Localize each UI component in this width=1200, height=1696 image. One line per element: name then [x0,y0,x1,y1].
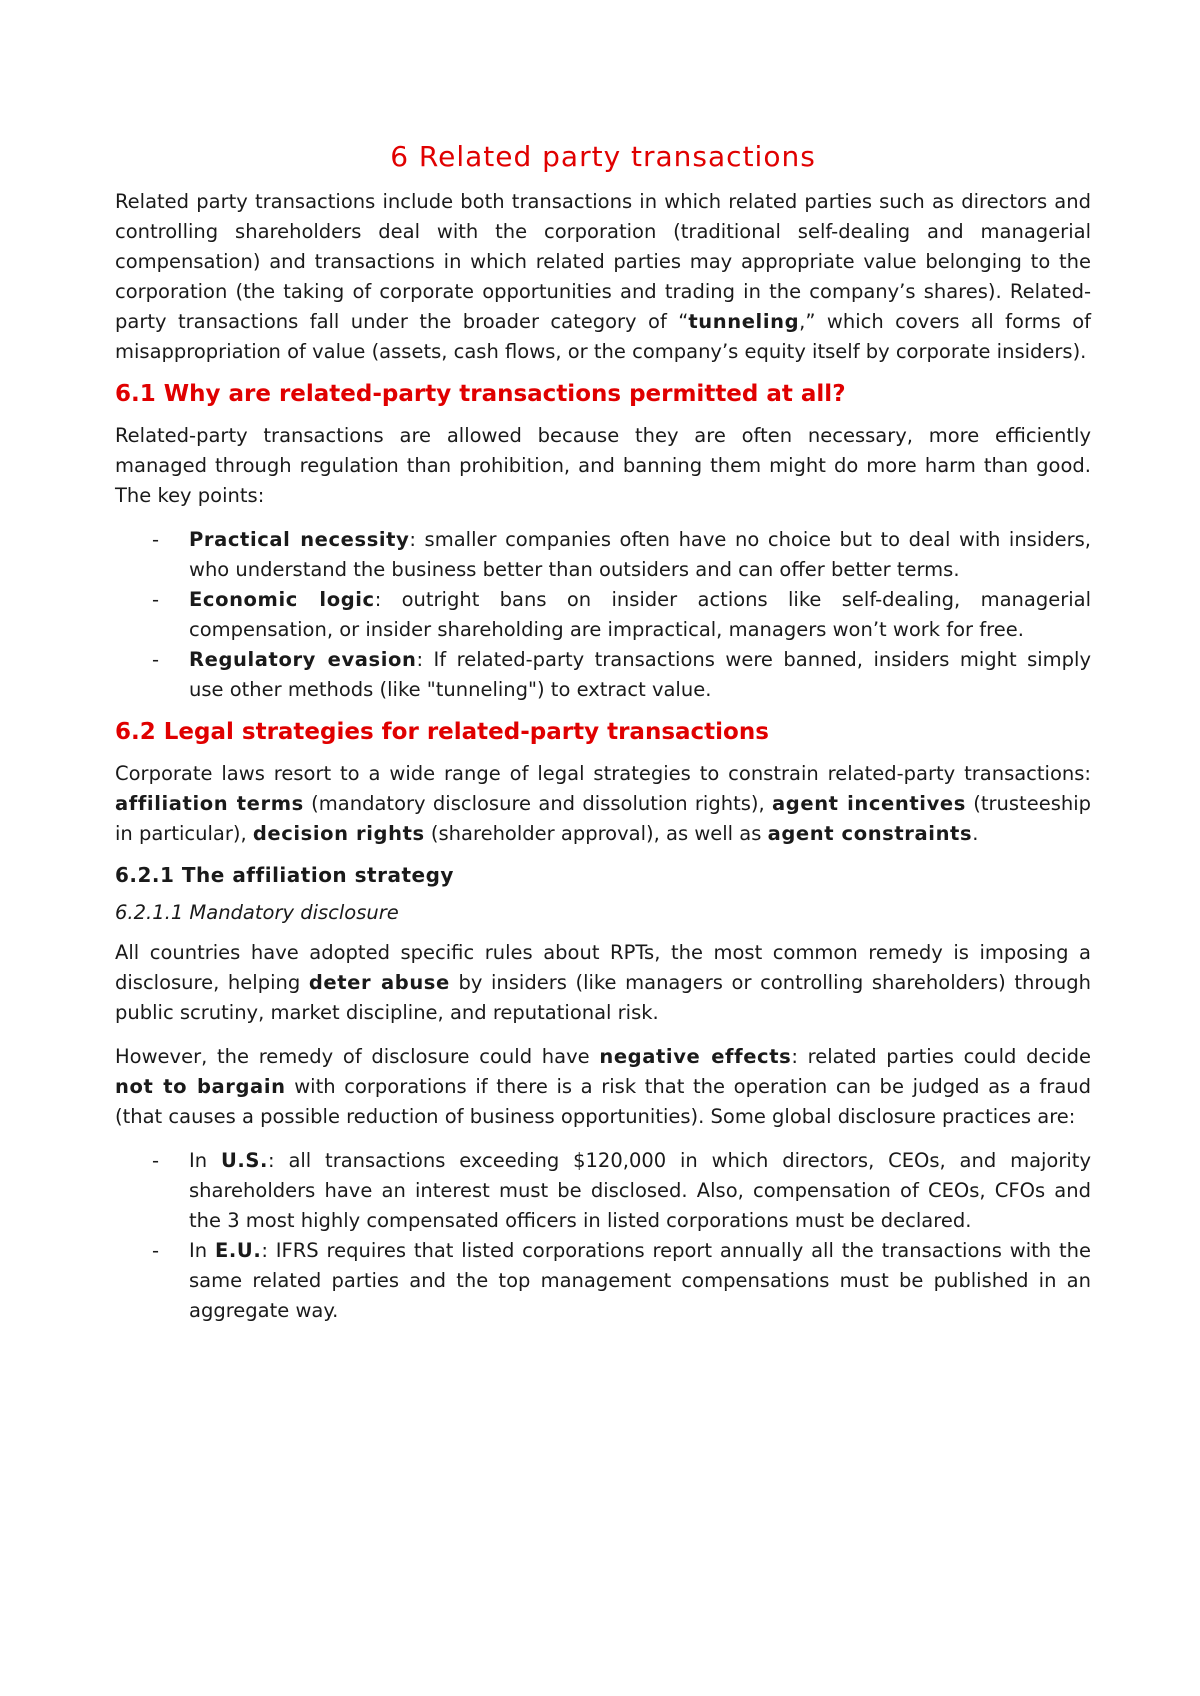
list-item-text: : IFRS requires that listed corporations report annually all the transactions with the same related parties and the top management compensations must be published in an aggregate way. [189,1239,1091,1322]
list-item [115,1146,1091,1236]
bullet-dash: - [152,588,160,611]
list-item-text: : If related-party transactions were banned, insiders might simply use other methods (like "tunneling") to extract value. [189,648,1091,701]
negative-effects-paragraph [115,1042,1091,1132]
text-run: : related parties could decide [791,1045,1091,1068]
bullet-dash: - [152,648,160,671]
list-item-text: : all transactions exceeding $120,000 in which directors, CEOs, and majority shareholders have an interest must be disclosed. Also, compensation of CEOs, CFOs and the 3 most highly compensated officers in listed corporations must be declared. [189,1149,1091,1232]
list-item [115,645,1091,705]
bullet-dash: - [152,1149,160,1172]
page-title: 6 Related party transactions [390,140,816,173]
emphasis-text: affiliation terms [115,792,304,815]
list-item [115,585,1091,645]
list-item-term: Practical necessity [189,528,410,551]
list-item-text: : outright bans on insider actions like self-dealing, managerial compensation, or insider shareholding are impractical, managers won’t work for free. [189,588,1092,641]
emphasis-text: tunneling [688,310,800,333]
text-run: Corporate laws resort to a wide range of legal strategies to constrain related-party transactions: [115,762,1091,785]
emphasis-text: not to bargain [115,1075,286,1098]
list-item-term: Regulatory evasion [189,648,417,671]
text-run: All countries have adopted specific rules about RPTs, the most common remedy is imposing a disclosure, helping [115,941,1091,994]
emphasis-text: agent constraints [767,822,973,845]
emphasis-text: decision rights [252,822,425,845]
section-6-1-paragraph: Related-party transactions are allowed because they are often necessary, more efficiently managed through regulation than prohibition, and banning them might do more harm than good. The key points: [115,424,1091,507]
list-item-text: : smaller companies often have no choice but to deal with insiders, who understand the business better than outsiders and can offer better terms. [189,528,1092,581]
intro-paragraph [115,187,1091,367]
text-run: (mandatory disclosure and dissolution rights), [303,792,773,815]
section-6-1-list [115,525,1091,705]
list-item-lead: In [189,1149,221,1172]
list-item [115,525,1091,585]
disclosure-paragraph [115,938,1091,1028]
text-run: Related party transactions include both transactions in which related parties such as directors and controlling shareholders deal with the corporation (traditional self-dealing and managerial compensation) and transactions in which related parties may appropriate value belonging to the corporation (the taking of corporate opportunities and trading in the company’s shares). Related-party transactions fall under the broader category of “ [115,190,1091,333]
section-6-2-paragraph [115,759,1091,849]
section-6-2-heading: 6.2 Legal strategies for related-party transactions [115,719,769,745]
text-run: (shareholder approval), as well as [424,822,768,845]
text-run: (trusteeship in particular), [115,792,1092,845]
emphasis-text: agent incentives [772,792,966,815]
text-run: by insiders (like managers or controlling shareholders) through public scrutiny, market discipline, and reputational risk. [115,971,1092,1024]
list-item [115,1236,1091,1326]
section-6-2-1-heading: 6.2.1 The affiliation strategy [115,863,454,887]
text-run: with corporations if there is a risk that the operation can be judged as a fraud (that causes a possible reduction of business opportunities). Some global disclosure practices are: [115,1075,1092,1128]
text-run: However, the remedy of disclosure could have [115,1045,600,1068]
list-item-term: E.U. [214,1239,262,1262]
list-item-lead: In [189,1239,215,1262]
bullet-dash: - [152,528,160,551]
text-run: ,” which covers all forms of misappropriation of value (assets, cash flows, or the company’s equity itself by corporate insiders). [115,310,1091,363]
section-6-2-1-1-heading: 6.2.1.1 Mandatory disclosure [115,901,399,924]
list-item-term: U.S. [220,1149,269,1172]
section-6-1-heading: 6.1 Why are related-party transactions permitted at all? [115,381,846,407]
text-run: . [972,822,979,845]
emphasis-text: deter abuse [308,971,450,994]
emphasis-text: negative effects [599,1045,792,1068]
list-item-term: Economic logic [189,588,375,611]
disclosure-practices-list [115,1146,1091,1326]
bullet-dash: - [152,1239,160,1262]
